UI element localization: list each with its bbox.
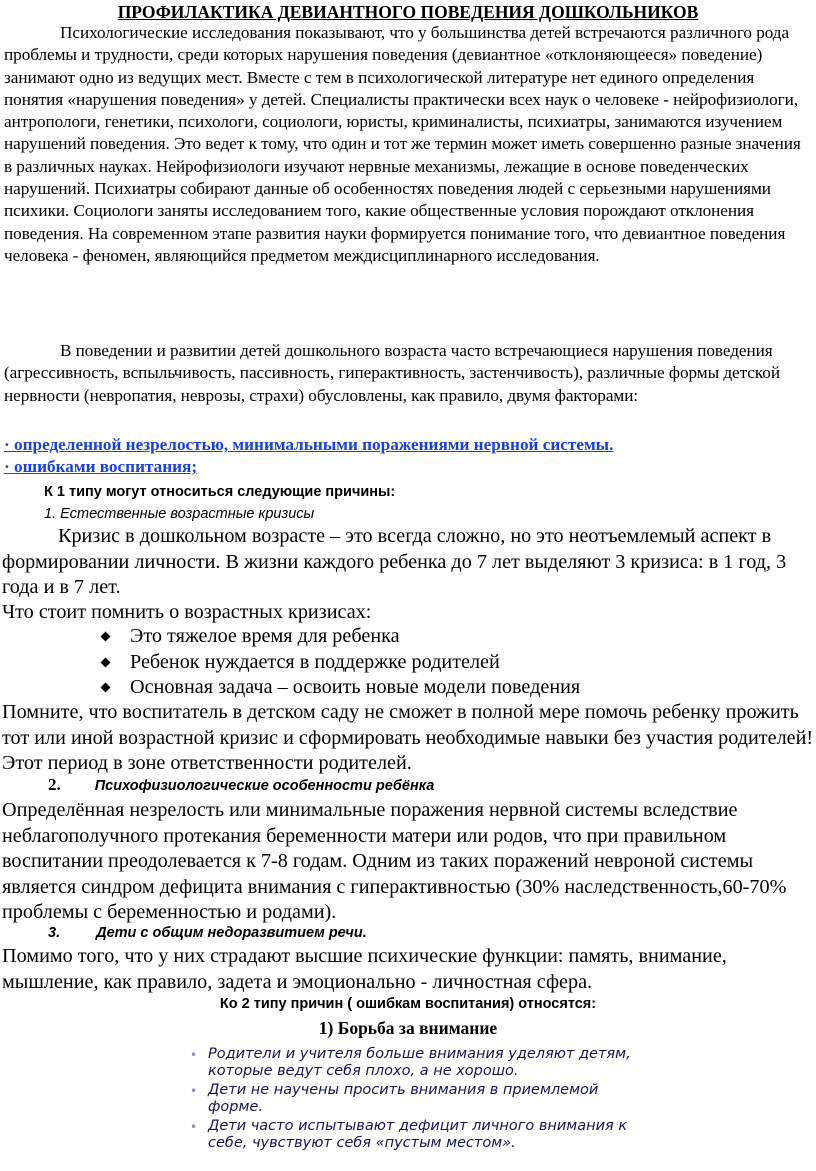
speech-paragraph: Помимо того, что у них страдают высшие психические функции: память, внимание, мышление, как правило, задета и эмоционально - личностная сфера.	[2, 945, 727, 993]
remember-heading: Что стоит помнить о возрастных кризисах:	[2, 601, 372, 623]
speech-heading-row	[48, 924, 367, 942]
dot-bullet-icon: •	[190, 1120, 198, 1134]
attention-image	[178, 1046, 638, 1171]
diamond-bullet-icon	[101, 657, 111, 667]
dot-bullet-icon: •	[190, 1084, 198, 1098]
intro-paragraph: Психологические исследования показывают, что у большинства детей встречаются различного рода проблемы и трудности, среди которых нарушения поведения (девиантное «отклоняющееся» поведение) занимают одно из ведущих мест. Вместе с тем в психологической литературе нет единого определения понятия «нарушения поведения» у детей. Специалисты практически всех наук о человеке - нейрофизиологи, антропологи, генетики, психологи, социологи, юристы, криминалисты, психиатры, занимаются изучением нарушений поведения. Это ведет к тому, что один и тот же термин может иметь совершенно разные значения в различных науках. Нейрофизиологи изучают нервные механизмы, лежащие в основе поведенческих нарушений. Психиатры собирают данные об особенностях поведения людей с серьезными нарушениями психики. Социологи заняты исследованием того, какие общественные условия порождают отклонения поведения. На современном этапе развития науки формируется понимание того, что девиантное поведения человека - феномен, являющийся предметом междисциплинарного исследования.	[4, 23, 801, 265]
dot-bullet-icon: •	[190, 1048, 198, 1062]
crisis-heading: 1. Естественные возрастные кризисы	[44, 506, 315, 522]
remember-list	[100, 624, 580, 701]
factor-link-1[interactable]: · определенной незрелостью, минимальными поражениями нервной системы.	[4, 435, 614, 454]
crisis-paragraph: Кризис в дошкольном возрасте – это всегда сложно, но это неотъемлемый аспект в формировании личности. В жизни каждого ребенка до 7 лет выделяют 3 кризиса: в 1 год, 3 года и в 7 лет.	[2, 525, 787, 598]
list-item: Ребенок нуждается в поддержке родителей	[100, 650, 580, 676]
list-item: Основная задача – освоить новые модели поведения	[100, 675, 580, 701]
diamond-bullet-icon	[101, 632, 111, 642]
diamond-bullet-icon	[101, 683, 111, 693]
psy-heading-row	[48, 775, 434, 795]
psy-heading: Психофизиологические особенности ребёнка	[94, 778, 435, 794]
remember-paragraph: Помните, что воспитатель в детском саду не сможет в полной мере помочь ребенку прожить тот или иной возрастной кризис и сформировать необходимые навыки без участия родителей! Этот период в зоне ответственности родителей.	[2, 701, 814, 774]
type1-heading: К 1 типу могут относиться следующие причины:	[44, 484, 396, 500]
psy-number: 2.	[48, 775, 61, 794]
type2-heading: Ко 2 типу причин ( ошибкам воспитания) относятся:	[219, 996, 597, 1012]
factors-paragraph: В поведении и развитии детей дошкольного возраста часто встречающиеся нарушения поведения (агрессивность, вспыльчивость, пассивность, гиперактивность, застенчивость), различные формы детской нервности (невропатия, неврозы, страхи) обусловлены, как правило, двумя факторами:	[4, 341, 780, 405]
factor-link-2[interactable]: · ошибками воспитания;	[4, 457, 198, 476]
psy-paragraph: Определённая незрелость или минимальные поражения нервной системы вследствие неблагополучного протекания беременности матери или родов, что при правильном воспитании преодолевается к 7-8 годам. Одним из таких поражений невроной системы является синдром дефицита внимания с гиперактивностью (30% наследственность,60-70% проблемы с беременностью и родами).	[2, 799, 787, 923]
document-title: ПРОФИЛАКТИКА ДЕВИАНТНОГО ПОВЕДЕНИЯ ДОШКОЛЬНИКОВ	[117, 2, 699, 22]
list-item: • Дети часто испытывают дефицит личного внимания к себе, чувствуют себя «пустым местом».	[190, 1118, 628, 1151]
list-item: • Родители и учителя больше внимания уделяют детям, которые ведут себя плохо, а не хорошо.	[190, 1046, 631, 1079]
attention-list	[178, 1046, 638, 1151]
struggle-heading: 1) Борьба за внимание	[318, 1018, 498, 1038]
list-item: Это тяжелое время для ребенка	[100, 624, 580, 650]
list-item: • Дети не научены просить внимания в приемлемой форме.	[190, 1082, 599, 1115]
speech-heading: Дети с общим недоразвитием речи.	[96, 925, 367, 941]
speech-number: 3.	[48, 925, 61, 941]
factors-list	[4, 434, 810, 478]
